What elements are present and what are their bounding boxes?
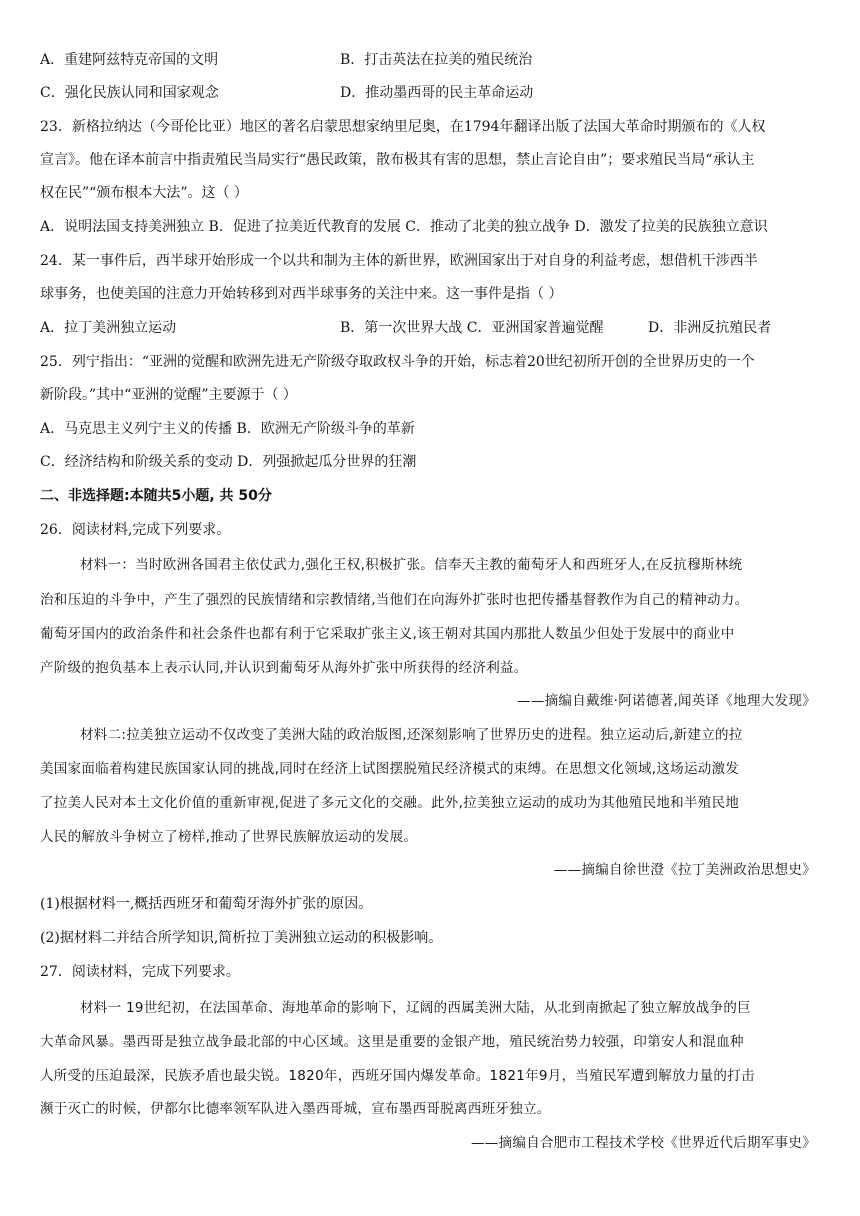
q25-options-cd: C．经济结构和阶级关系的变动 D．列强掀起瓜分世界的狂潮: [40, 454, 417, 470]
q26-stem: 26．阅读材料,完成下列要求。: [40, 522, 231, 538]
q26-requirement1: (1)根据材料一,概括西班牙和葡萄牙海外扩张的原因。: [40, 896, 373, 912]
q22-option-a: A．重建阿兹特克帝国的文明: [40, 52, 219, 68]
q22-option-b: B．打击英法在拉美的殖民统治: [340, 52, 533, 68]
q26-material2-line2: 美国家面临着构建民族国家认同的挑战,同时在经济上试图摆脱殖民经济模式的束缚。在思想文化领域,这场运动激发: [40, 761, 740, 777]
q23-options: A．说明法国支持美洲独立 B．促进了拉美近代教育的发展 C．推动了北美的独立战争 D．激发了拉美的民族独立意识: [40, 219, 768, 235]
q26-material2-line3: 了拉美人民对本土文化价值的重新审视,促进了多元文化的交融。此外,拉美独立运动的成功为其他殖民地和半殖民地: [40, 795, 740, 811]
q24-option-d: D．非洲反抗殖民者: [648, 320, 772, 336]
q26-material2-line4: 人民的解放斗争树立了榜样,推动了世界民族解放运动的发展。: [40, 829, 418, 845]
q23-stem-line2: 宣言》。他在译本前言中指责殖民当局实行“愚民政策，散布极其有害的思想，禁止言论自由”；要求殖民当局“承认主: [40, 152, 755, 168]
q22-options-row1: [40, 50, 533, 70]
q26-material1-line4: 产阶级的抱负基本上表示认同,并认识到葡萄牙从海外扩张中所获得的经济利益。: [40, 660, 528, 676]
q26-material1-line3: 葡萄牙国内的政治条件和社会条件也都有利于它采取扩张主义,该王朝对其国内那批人数虽少但处于发展中的商业中: [40, 626, 735, 642]
q27-material1-line1: 材料一 19世纪初，在法国革命、海地革命的影响下，辽阔的西属美洲大陆，从北到南掀起了独立解放战争的巨: [80, 1000, 751, 1016]
q22-option-c: C．强化民族认同和国家观念: [40, 85, 219, 101]
q27-material1-line3: 人所受的压迫最深，民族矛盾也最尖锐。1820年，西班牙国内爆发革命。1821年9月，当殖民军遭到解放力量的打击: [40, 1068, 755, 1084]
q24-option-bc: B．第一次世界大战 C．亚洲国家普遍觉醒: [340, 320, 604, 336]
q22-options-row2: [40, 83, 534, 103]
q26-material2-source: ——摘编自徐世澄《拉丁美洲政治思想史》: [553, 862, 816, 878]
q25-stem-line2: 新阶段。”其中“亚洲的觉醒”主要源于（ ）: [40, 387, 297, 403]
q25-options-ab: A．马克思主义列宁主义的传播 B．欧洲无产阶级斗争的革新: [40, 421, 415, 437]
q26-material1-source: ——摘编自戴维·阿诺德著,闻英译《地理大发现》: [517, 693, 816, 709]
section-heading: 二、非选择题:本随共5小题, 共 50分: [40, 488, 272, 504]
q22-option-d: D．推动墨西哥的民主革命运动: [340, 85, 534, 101]
q24-option-a: A．拉丁美洲独立运动: [40, 320, 177, 336]
q24-options: [40, 318, 772, 338]
q27-material1-line4: 濒于灭亡的时候，伊都尔比德率领军队进入墨西哥城，宣布墨西哥脱离西班牙独立。: [40, 1101, 551, 1117]
q24-stem-line1: 24．某一事件后，西半球开始形成一个以共和制为主体的新世界，欧洲国家出于对自身的利益考虑，想借机干涉西半: [40, 253, 758, 269]
q26-requirement2: (2)据材料二并结合所学知识,简析拉丁美洲独立运动的积极影响。: [40, 930, 443, 946]
q25-stem-line1: 25．列宁指出：“亚洲的觉醒和欧洲先进无产阶级夺取政权斗争的开始，标志着20世纪初所开创的全世界历史的一个: [40, 354, 755, 370]
q23-stem-line1: 23．新格拉纳达（今哥伦比亚）地区的著名启蒙思想家纳里尼奥，在1794年翻译出版了法国大革命时期颁布的《人权: [40, 119, 766, 135]
q23-stem-line3: 权在民”“颁布根本大法”。这（ ）: [40, 185, 248, 201]
q27-stem: 27．阅读材料，完成下列要求。: [40, 964, 240, 980]
q26-material1-line2: 治和压迫的斗争中，产生了强烈的民族情绪和宗教情绪,当他们在向海外扩张时也把传播基督教作为自己的精神动力。: [40, 592, 749, 608]
q26-material1-line1: 材料一：当时欧洲各国君主依仗武力,强化王权,积极扩张。信奉天主教的葡萄牙人和西班牙人,在反抗穆斯林统: [80, 557, 743, 573]
q26-material2-line1: 材料二:拉美独立运动不仅改变了美洲大陆的政治版图,还深刻影响了世界历史的进程。独立运动后,新建立的拉: [80, 727, 743, 743]
q27-material1-source: ——摘编自合肥市工程技术学校《世界近代后期军事史》: [471, 1135, 816, 1151]
q27-material1-line2: 大革命风暴。墨西哥是独立战争最北部的中心区域。这里是重要的金银产地，殖民统治势力较强，印第安人和混血种: [40, 1034, 744, 1050]
q24-stem-line2: 球事务，也使美国的注意力开始转移到对西半球事务的关注中来。这一事件是指（ ）: [40, 286, 563, 302]
